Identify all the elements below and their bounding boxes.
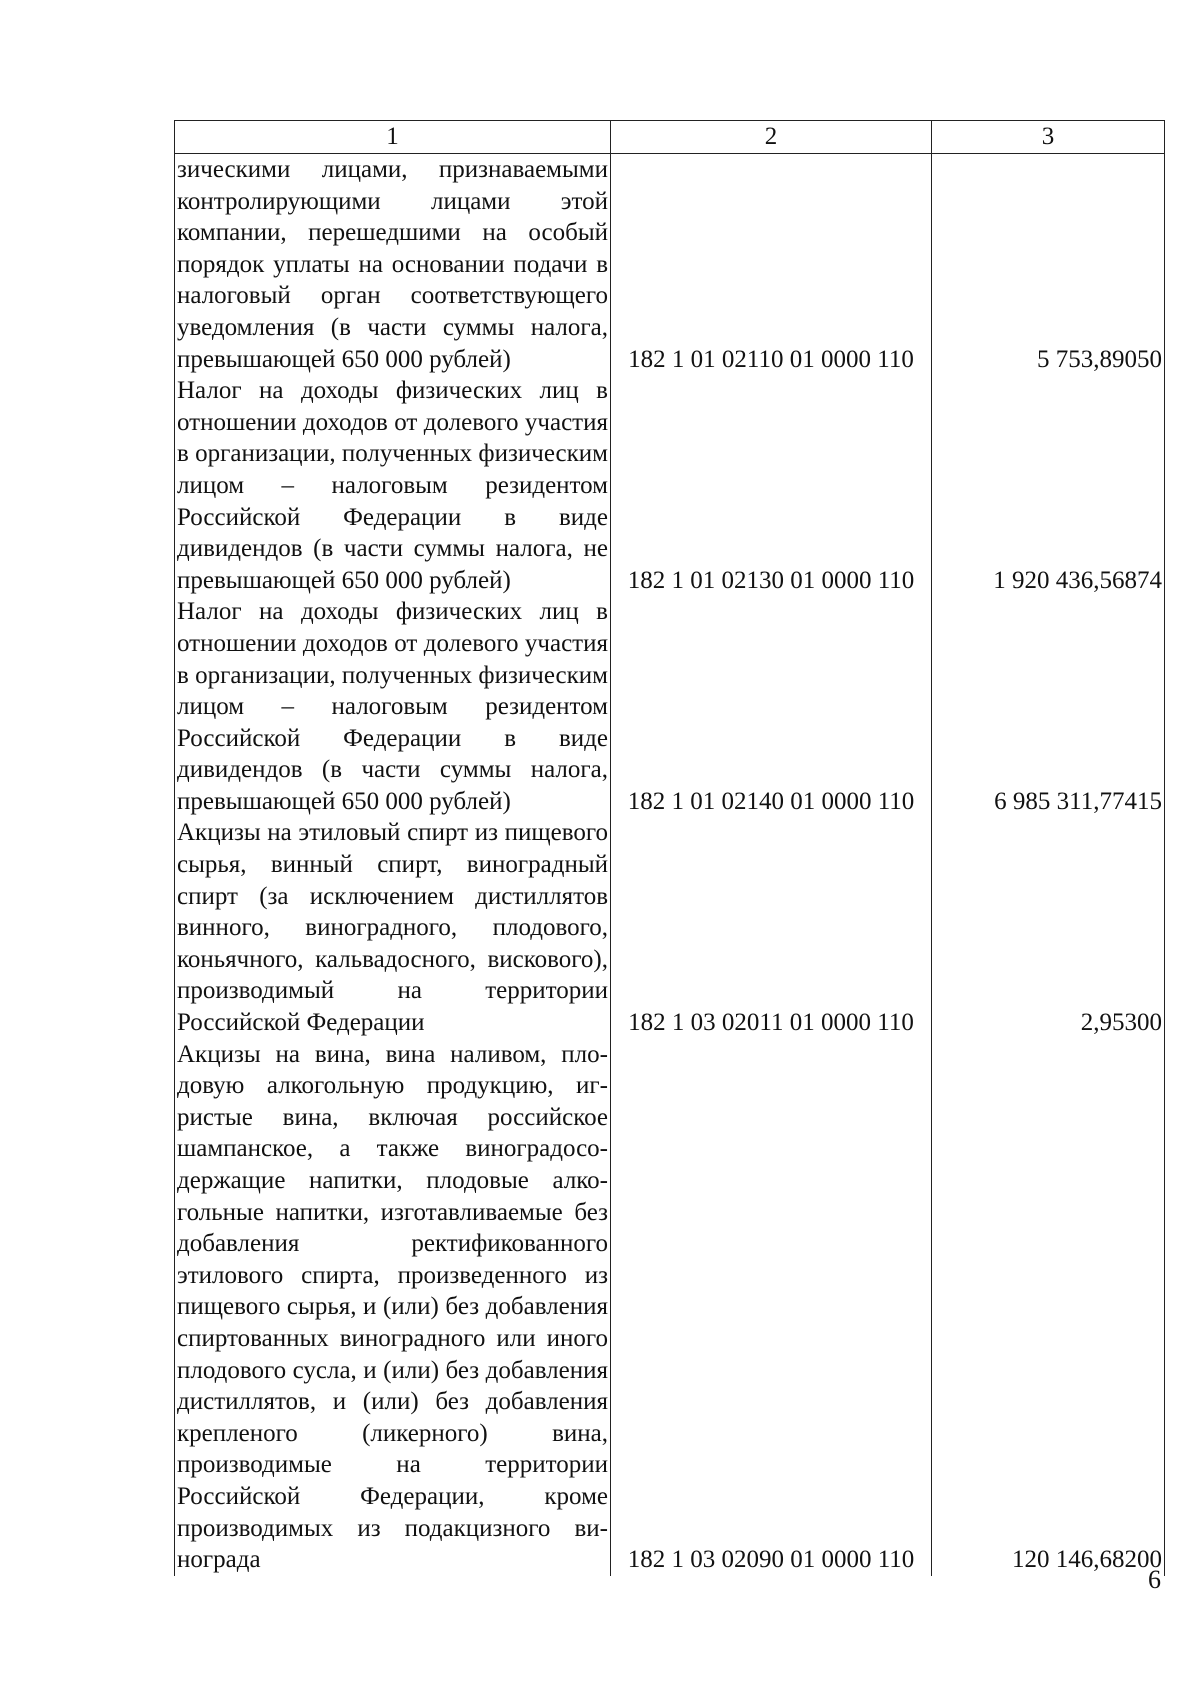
column-header-1: 1: [175, 121, 611, 154]
row-amount: 2,95300: [932, 817, 1165, 1038]
row-description: Акцизы на вина, вина наливом, плодовую алкогольную продукцию, игристые вина, включая российское шампанское, а также виноградосодержащие напитки, плодовые алкогольные напитки, изготавливаемые без добавления ректификованного этилового спирта, произведенного из пищевого сырья, и (или) без добавления спиртованных виноградного или иного плодового сусла, и (или) без добавления дистиллятов, и (или) без добавления крепленого (ликерного) вина, производимые на территории Российской Федерации, кроме производимых из подакцизного винограда: [175, 1039, 611, 1576]
table-row: [175, 817, 1165, 1038]
revenue-table-container: [174, 120, 1164, 1576]
row-amount: 120 146,68200: [932, 1039, 1165, 1576]
revenue-table: [174, 120, 1165, 1576]
row-budget-code: 182 1 01 02130 01 0000 110: [611, 375, 932, 596]
table-row: [175, 1039, 1165, 1576]
row-description: Налог на доходы физических лиц в отношении доходов от долевого участия в организации, полученных физическим лицом – налоговым резидентом Российской Федерации в виде дивидендов (в части суммы налога, превышающей 650 000 рублей): [175, 596, 611, 817]
row-description: зическими лицами, признаваемыми контролирующими лицами этой компании, перешедшими на особый порядок уплаты на основании подачи в налоговый орган соответствующего уведомления (в части суммы налога, превышающей 650 000 рублей): [175, 154, 611, 376]
column-header-3: 3: [932, 121, 1165, 154]
table-row: [175, 375, 1165, 596]
table-row: [175, 154, 1165, 376]
row-budget-code: 182 1 03 02090 01 0000 110: [611, 1039, 932, 1576]
page-number: 6: [1148, 1565, 1161, 1594]
row-description: Акцизы на этиловый спирт из пищевого сырья, винный спирт, виноградный спирт (за исключением дистиллятов винного, виноградного, плодового, коньячного, кальвадосного, вискового), производимый на территории Российской Федерации: [175, 817, 611, 1038]
table-header-row: [175, 121, 1165, 154]
row-amount: 5 753,89050: [932, 154, 1165, 376]
table-row: [175, 596, 1165, 817]
row-amount: 1 920 436,56874: [932, 375, 1165, 596]
column-header-2: 2: [611, 121, 932, 154]
row-description: Налог на доходы физических лиц в отношении доходов от долевого участия в организации, полученных физическим лицом – налоговым резидентом Российской Федерации в виде дивидендов (в части суммы налога, не превышающей 650 000 рублей): [175, 375, 611, 596]
row-budget-code: 182 1 01 02140 01 0000 110: [611, 596, 932, 817]
row-budget-code: 182 1 03 02011 01 0000 110: [611, 817, 932, 1038]
row-amount: 6 985 311,77415: [932, 596, 1165, 817]
row-budget-code: 182 1 01 02110 01 0000 110: [611, 154, 932, 376]
